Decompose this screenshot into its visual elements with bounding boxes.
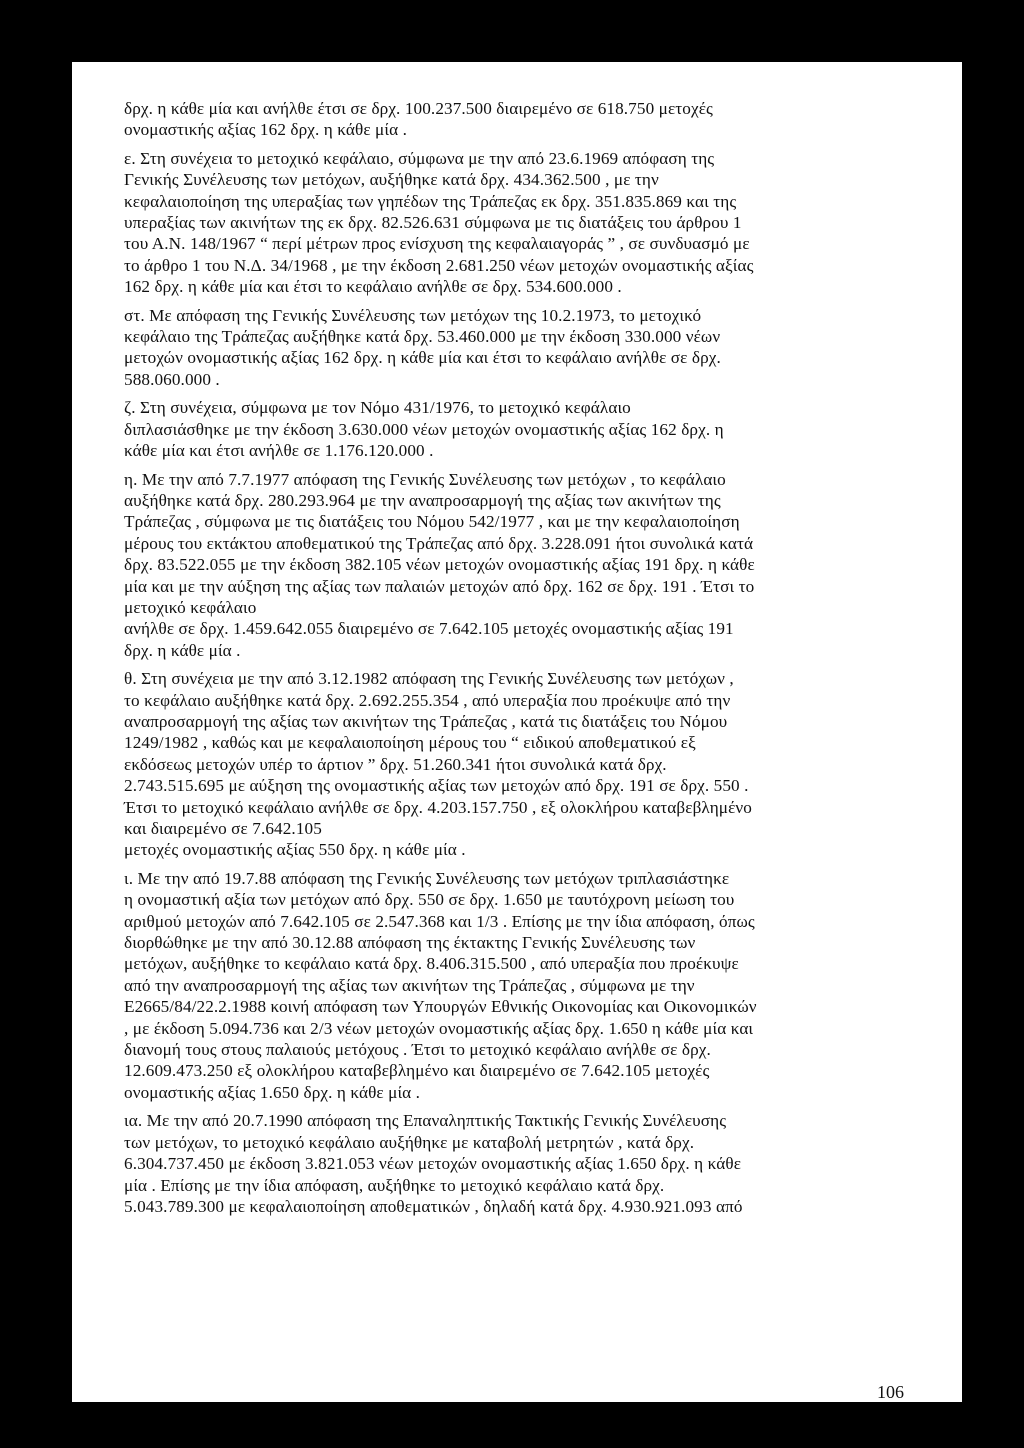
paragraph-ia: ια. Με την από 20.7.1990 απόφαση της Επαναληπτικής Τακτικής Γενικής Συνέλευσης των μετόχων, το μετοχικό κεφάλαιο αυξήθηκε με καταβολή μετρητών , κατά δρχ. 6.304.737.450 με έκδοση 3.821.053 νέων μετοχών ονομαστικής αξίας 1.650 δρχ. η κάθε μία . Επίσης με την ίδια απόφαση, αυξήθηκε το μετοχικό κεφάλαιο κατά δρχ. 5.043.789.300 με κεφαλαιοποίηση αποθεματικών , δηλαδή κατά δρχ. 4.930.921.093 από — [124, 1111, 743, 1216]
document-body — [124, 98, 908, 1224]
paragraph-e: ε. Στη συνέχεια το μετοχικό κεφάλαιο, σύμφωνα με την από 23.6.1969 απόφαση της Γενικής Συνέλευσης των μετόχων, αυξήθηκε κατά δρχ. 434.362.500 , με την κεφαλαιοποίηση της υπεραξίας των γηπέδων της Τράπεζας εκ δρχ. 351.835.869 και της υπεραξίας των ακινήτων της εκ δρχ. 82.526.631 σύμφωνα με τις διατάξεις του άρθρου 1 του Α.Ν. 148/1967 “ περί μέτρων προς ενίσχυση της κεφαλαιαγοράς ” , σε συνδυασμό με το άρθρο 1 του Ν.Δ. 34/1968 , με την έκδοση 2.681.250 νέων μετοχών ονομαστικής αξίας 162 δρχ. η κάθε μία και έτσι το κεφάλαιο ανήλθε σε δρχ. 534.600.000 . — [124, 148, 754, 297]
paragraph-i: η. Με την από 7.7.1977 απόφαση της Γενικής Συνέλευσης των μετόχων , το κεφάλαιο αυξήθηκε κατά δρχ. 280.293.964 με την αναπροσαρμογή της αξίας των ακινήτων της Τράπεζας , σύμφωνα με τις διατάξεις του Νόμου 542/1977 , και με την κεφαλαιοποίηση μέρους του εκτάκτου αποθεματικού της Τράπεζας από δρχ. 3.228.091 ήτοι συνολικά κατά δρχ. 83.522.055 με την έκδοση 382.105 νέων μετοχών ονομαστικής αξίας 191 δρχ. η κάθε μία και με την αύξηση της αξίας των παλαιών μετοχών από δρχ. 162 σε δρχ. 191 . Έτσι το μετοχικό κεφάλαιο ανήλθε σε δρχ. 1.459.642.055 διαιρεμένο σε 7.642.105 μετοχές ονομαστικής αξίας 191 δρχ. η κάθε μία . — [124, 469, 755, 660]
paragraph-st: στ. Με απόφαση της Γενικής Συνέλευσης των μετόχων της 10.2.1973, το μετοχικό κεφάλαιο της Τράπεζας αυξήθηκε κατά δρχ. 53.460.000 με την έκδοση 330.000 νέων μετοχών ονομαστικής αξίας 162 δρχ. η κάθε μία και έτσι το κεφάλαιο ανήλθε σε δρχ. 588.060.000 . — [124, 305, 721, 389]
paragraph-intro: δρχ. η κάθε μία και ανήλθε έτσι σε δρχ. 100.237.500 διαιρεμένο σε 618.750 μετοχές ονομαστικής αξίας 162 δρχ. η κάθε μία . — [124, 99, 713, 140]
paragraph-z: ζ. Στη συνέχεια, σύμφωνα με τον Νόμο 431/1976, το μετοχικό κεφάλαιο διπλασιάσθηκε με την έκδοση 3.630.000 νέων μετοχών ονομαστικής αξίας 162 δρχ. η κάθε μία και έτσι ανήλθε σε 1.176.120.000 . — [124, 398, 724, 461]
paragraph-iota: ι. Με την από 19.7.88 απόφαση της Γενικής Συνέλευσης των μετόχων τριπλασιάστηκε η ονομαστική αξία των μετόχων από δρχ. 550 σε δρχ. 1.650 με ταυτόχρονη μείωση του αριθμού μετοχών από 7.642.105 σε 2.547.368 και 1/3 . Επίσης με την ίδια απόφαση, όπως διορθώθηκε με την από 30.12.88 απόφαση της έκτακτης Γενικής Συνέλευσης των μετόχων, αυξήθηκε το κεφάλαιο κατά δρχ. 8.406.315.500 , από υπεραξία που προέκυψε από την αναπροσαρμογή της αξίας των ακινήτων της Τράπεζας , σύμφωνα με την Ε2665/84/22.2.1988 κοινή απόφαση των Υπουργών Εθνικής Οικονομίας και Οικονομικών , με έκδοση 5.094.736 και 2/3 νέων μετοχών ονομαστικής αξίας δρχ. 1.650 η κάθε μία και διανομή τους στους παλαιούς μετόχους . Έτσι το μετοχικό κεφάλαιο ανήλθε σε δρχ. 12.609.473.250 εξ ολοκλήρου καταβεβλημένο και διαιρεμένο σε 7.642.105 μετοχές ονομαστικής αξίας 1.650 δρχ. η κάθε μία . — [124, 868, 757, 1102]
paragraph-th: θ. Στη συνέχεια με την από 3.12.1982 απόφαση της Γενικής Συνέλευσης των μετόχων , το κεφάλαιο αυξήθηκε κατά δρχ. 2.692.255.354 , από υπεραξία που προέκυψε από την αναπροσαρμογή της αξίας των ακινήτων της Τράπεζας , κατά τις διατάξεις του Νόμου 1249/1982 , καθώς και με κεφαλαιοποίηση μέρους του “ ειδικού αποθεματικού εξ εκδόσεως μετοχών υπέρ το άρτιον ” δρχ. 51.260.341 ήτοι συνολικά κατά δρχ. 2.743.515.695 με αύξηση της ονομαστικής αξίας των μετοχών από δρχ. 191 σε δρχ. 550 . Έτσι το μετοχικό κεφάλαιο ανήλθε σε δρχ. 4.203.157.750 , εξ ολοκλήρου καταβεβλημένο και διαιρεμένο σε 7.642.105 μετοχές ονομαστικής αξίας 550 δρχ. η κάθε μία . — [124, 669, 752, 860]
page-number: 106 — [877, 1382, 904, 1402]
